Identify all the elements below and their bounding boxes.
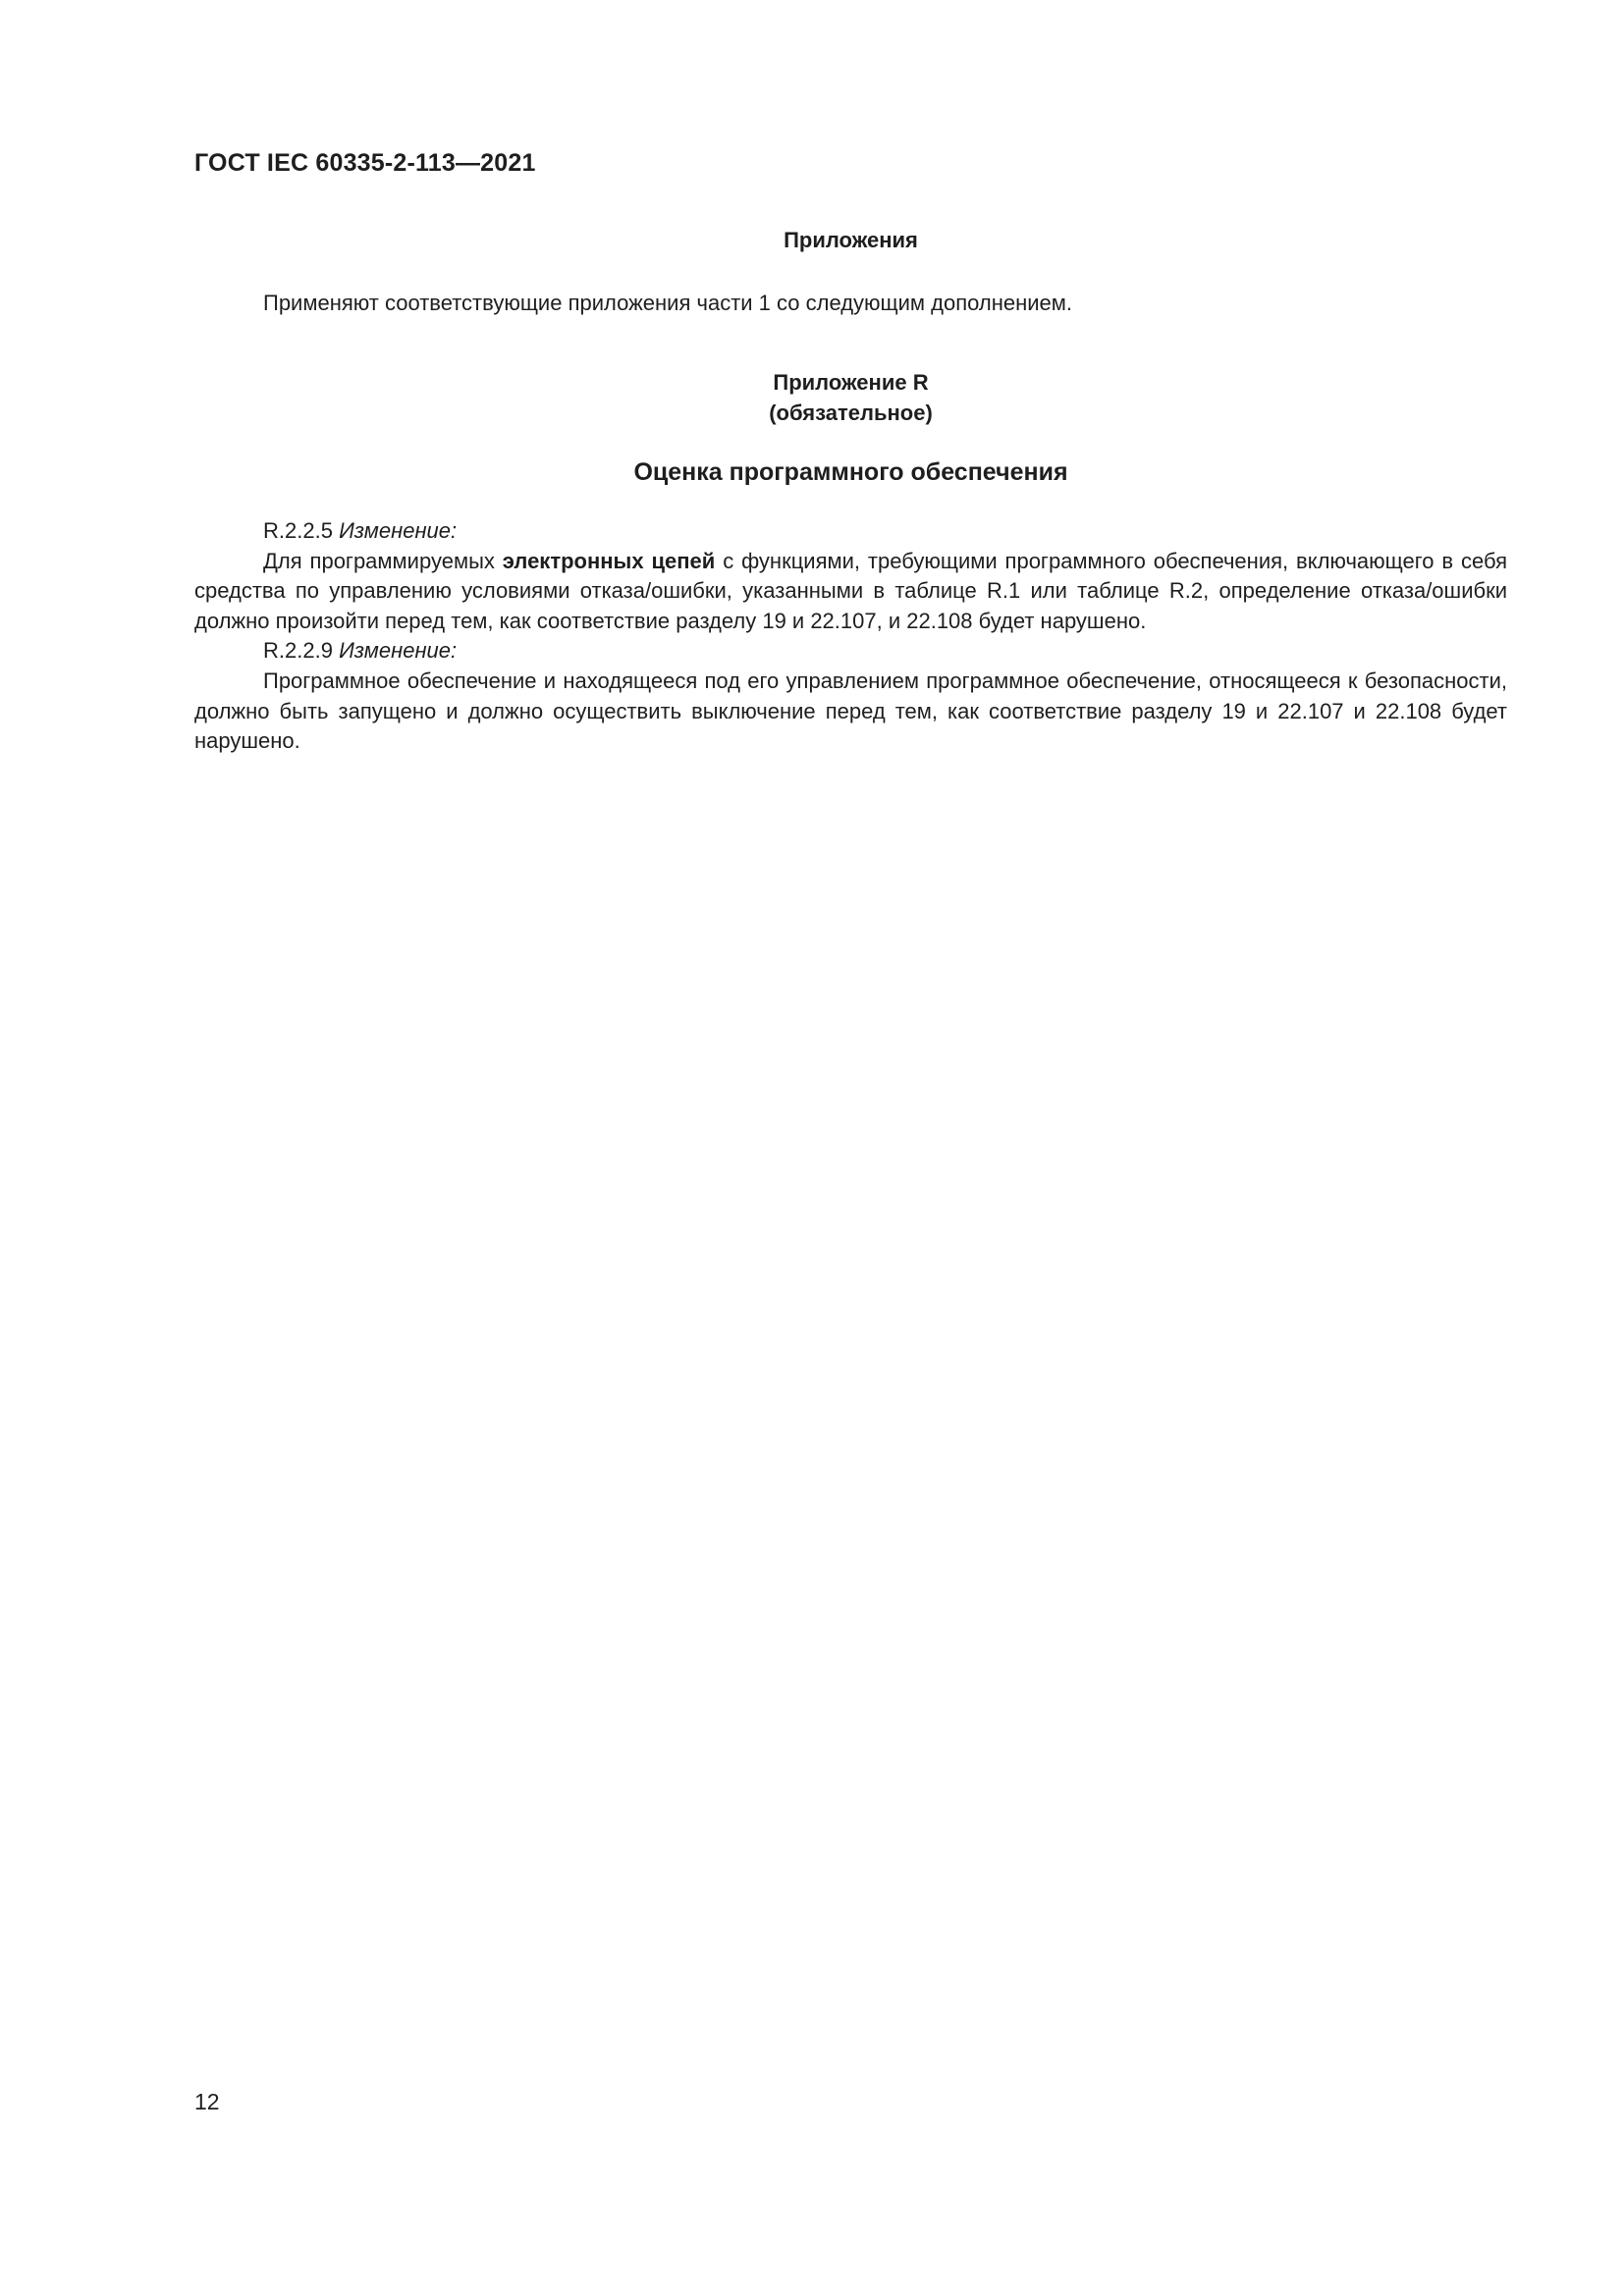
clause-text: с функциями, требующими программного обеспечения, включающего в себя средства по управлению условиями отказа/ошибки, указанными в таблице R.1 или таблице R.2, определение отказа/ошибки должно произойти перед тем, как соответствие разделу 19 и 22.107, и 22.108 будет нарушено. (194, 548, 1507, 633)
clause-number: R.2.2.9 (263, 638, 333, 664)
clause-paragraph (194, 547, 1507, 637)
clause-bold-term: электронных цепей (502, 548, 716, 573)
clause-number-line (194, 516, 1507, 547)
annex-r-heading (194, 367, 1507, 428)
clause-paragraph: Программное обеспечение и находящееся под его управлением программное обеспечение, относящееся к безопасности, должно быть запущено и должно осуществить выключение перед тем, как соответствие разделу 19 и 22.107 и 22.108 будет нарушено. (194, 667, 1507, 754)
clause-text: Для программируемых (263, 548, 495, 573)
annex-r-body (194, 516, 1507, 757)
annex-r-status: (обязательное) (769, 400, 933, 425)
page-number: 12 (194, 2089, 220, 2114)
clause-change-label: Изменение: (339, 518, 458, 543)
clause-number-line (194, 636, 1507, 667)
annexes-intro: Применяют соответствующие приложения части 1 со следующим дополнением. (263, 291, 1073, 315)
clause-number: R.2.2.5 (263, 518, 333, 543)
annex-r-subject: Оценка программного обеспечения (633, 458, 1068, 486)
annexes-heading: Приложения (784, 228, 918, 252)
clause-change-label: Изменение: (339, 638, 458, 664)
document-code: ГОСТ IEC 60335-2-113—2021 (194, 149, 536, 177)
annex-r-title: Приложение R (773, 370, 929, 395)
